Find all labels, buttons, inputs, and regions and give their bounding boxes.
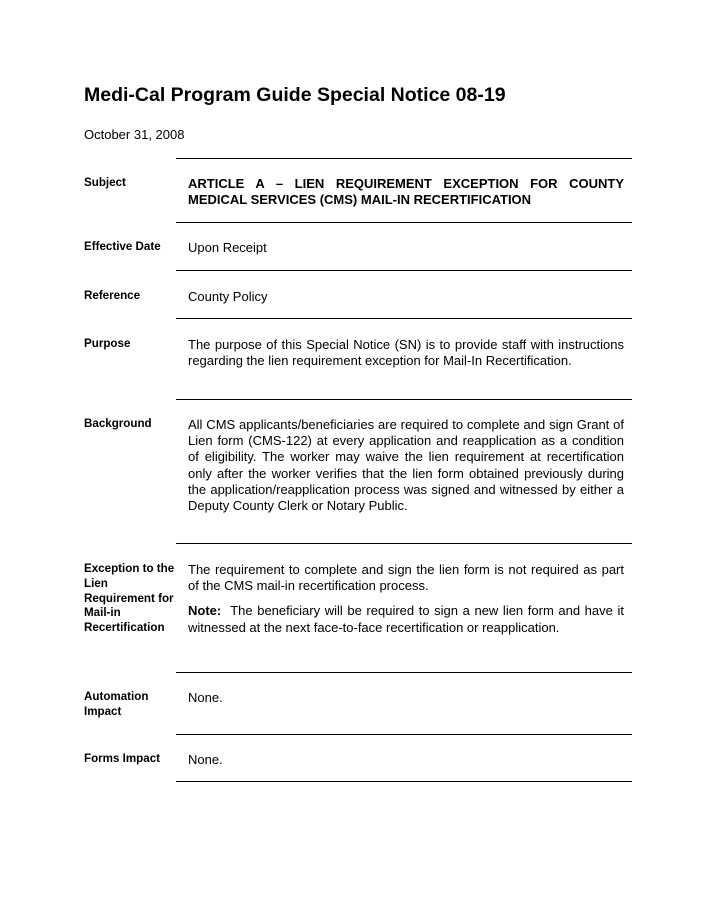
exception-label: Exception to the Lien Requirement for Mail-in Recertification: [84, 562, 175, 635]
background-label: Background: [84, 417, 152, 430]
divider: [176, 158, 632, 159]
divider: [176, 270, 632, 271]
automation-label: Automation Impact: [84, 690, 149, 718]
background-text: All CMS applicants/beneficiaries are required to complete and sign Grant of Lien form (CMS-122) at every application and reapplication as a condition of eligibility. The worker may waive the lien requirement at recertification only after the worker verifies that the lien form obtained previously during the application/reapplication process was signed and witnessed by either a Deputy County Clerk or Notary Public.: [188, 417, 624, 514]
note-text: The beneficiary will be required to sign a new lien form and have it witnessed at the next face-to-face recertification or reapplication.: [188, 603, 624, 635]
effective-date-label: Effective Date: [84, 240, 161, 253]
note-label: Note:: [188, 603, 222, 619]
forms-label: Forms Impact: [84, 752, 161, 765]
divider: [176, 672, 632, 673]
forms-text: None.: [188, 752, 223, 767]
divider: [176, 543, 632, 544]
exception-note: [188, 603, 624, 635]
page-title: Medi-Cal Program Guide Special Notice 08-19: [84, 84, 506, 106]
subject-text: ARTICLE A – LIEN REQUIREMENT EXCEPTION FOR COUNTY MEDICAL SERVICES (CMS) MAIL-IN RECERTIFICATION: [188, 176, 624, 208]
divider: [176, 781, 632, 782]
purpose-label: Purpose: [84, 337, 131, 350]
effective-date-text: Upon Receipt: [188, 240, 267, 255]
purpose-text: The purpose of this Special Notice (SN) is to provide staff with instructions regarding the lien requirement exception for Mail-In Recertification.: [188, 337, 624, 369]
divider: [176, 734, 632, 735]
divider: [176, 399, 632, 400]
reference-label: Reference: [84, 289, 141, 302]
exception-content: [188, 562, 624, 636]
divider: [176, 222, 632, 223]
notice-date: October 31, 2008: [84, 127, 185, 142]
reference-text: County Policy: [188, 289, 268, 304]
subject-label: Subject: [84, 176, 126, 189]
automation-text: None.: [188, 690, 223, 705]
exception-text: The requirement to complete and sign the lien form is not required as part of the CMS mail-in recertification process.: [188, 562, 624, 594]
divider: [176, 318, 632, 319]
